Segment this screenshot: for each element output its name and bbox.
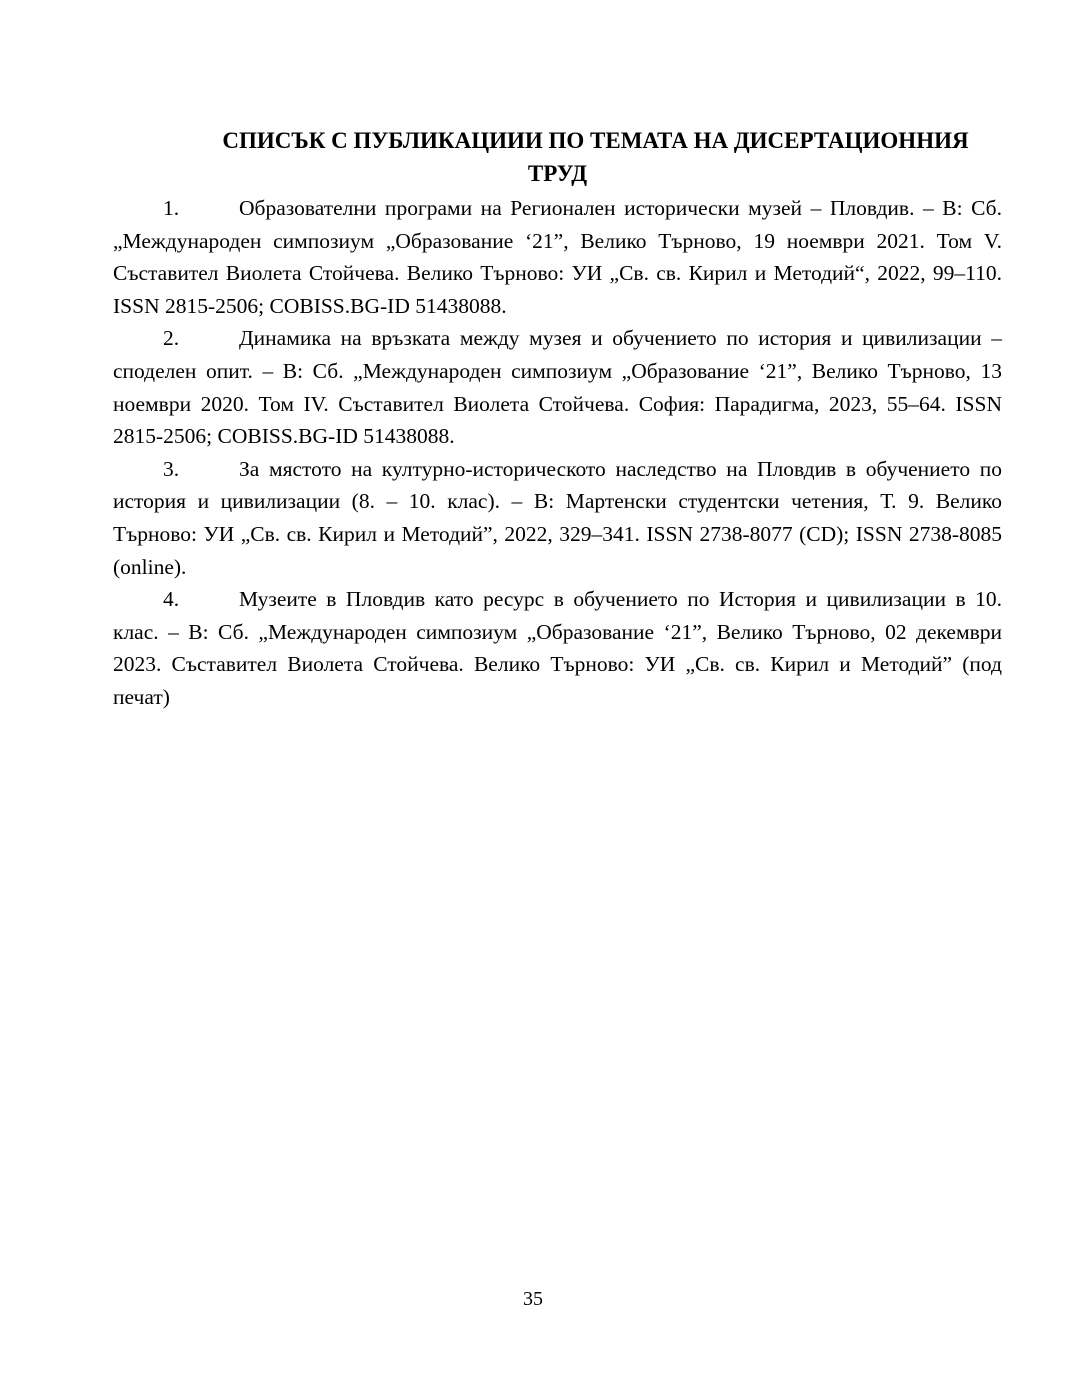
page-number: 35: [523, 1288, 543, 1310]
list-item-number: 3.: [163, 456, 180, 481]
list-item-number: 2.: [163, 326, 180, 351]
list-item-number: 1.: [163, 196, 180, 220]
title-line-1: СПИСЪК С ПУБЛИКАЦИИИ ПО ТЕМАТА НА ДИСЕРТАЦИОННИЯ: [222, 128, 969, 153]
list-item-text: Динамика на връзката между музея и обучението по история и цивилизации – споделен опит. – В: Сб. „Международен симпозиум „Образование ‘21”, Велико Търново, 13 ноември 2020. Том IV. Съставител Виолета Стойчева. София: Парадигма, 2023, 55–64. ISSN 2815-2506; COBISS.BG-ID 51438088.: [113, 326, 1002, 449]
list-item-text: Образователни програми на Регионален исторически музей – Пловдив. – В: Сб. „Международен симпозиум „Образование ‘21”, Велико Търново, 19 ноември 2021. Том V. Съставител Виолета Стойчева. Велико Търново: УИ „Св. св. Кирил и Методий“, 2022, 99–110. ISSN 2815-2506; COBISS.BG-ID 51438088.: [113, 196, 1002, 318]
publication-list: [113, 192, 1002, 714]
page-title: [113, 124, 1002, 190]
list-item: [113, 322, 1002, 452]
list-item: [113, 192, 1002, 322]
list-item-text: Музеите в Пловдив като ресурс в обучението по История и цивилизации в 10. клас. – В: Сб. „Международен симпозиум „Образование ‘21”, Велико Търново, 02 декември 2023. Съставител Виолета Стойчева. Велико Търново: УИ „Св. св. Кирил и Методий” (под печат): [113, 587, 1002, 709]
list-item-text: За мястото на културно-историческото наследство на Пловдив в обучението по история и цивилизации (8. – 10. клас). – В: Мартенски студентски четения, Т. 9. Велико Търново: УИ „Св. св. Кирил и Методий”, 2022, 329–341. ISSN 2738-8077 (CD); ISSN 2738-8085 (online).: [113, 456, 1002, 579]
list-item: [113, 453, 1002, 583]
list-item: [113, 583, 1002, 713]
list-item-number: 4.: [163, 587, 180, 612]
title-line-2: ТРУД: [527, 161, 588, 186]
